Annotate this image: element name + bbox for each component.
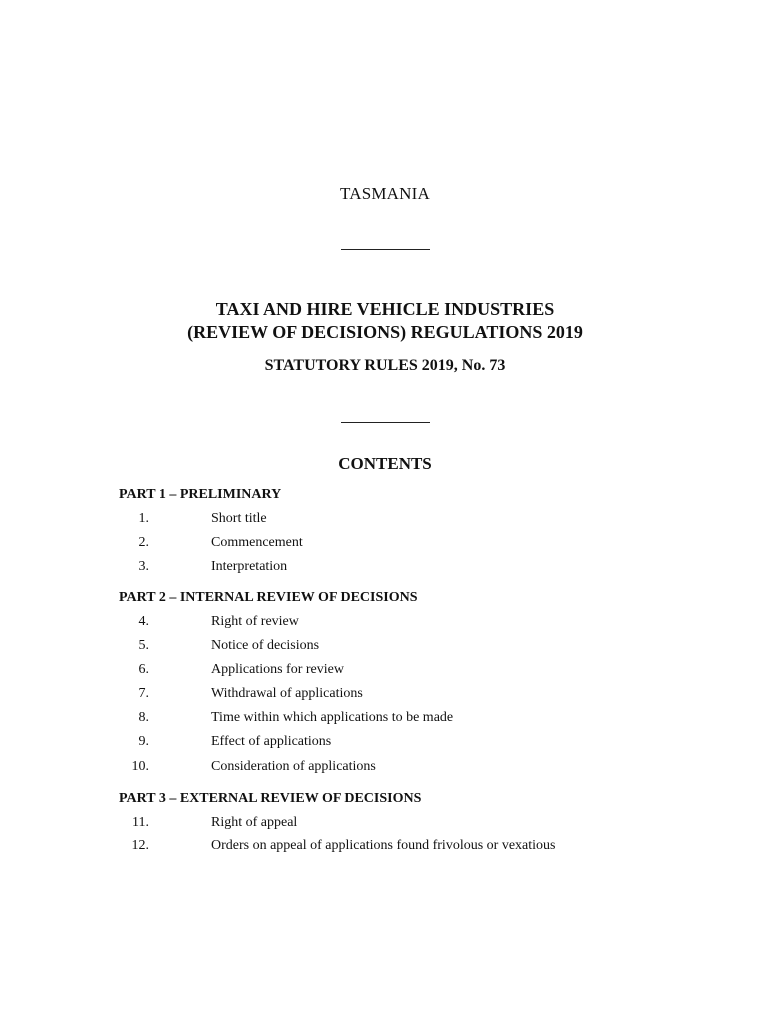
toc-entry-number: 1.	[138, 511, 149, 526]
toc-entry-label: Consideration of applications	[211, 759, 376, 774]
toc-entry-label: Right of appeal	[211, 815, 298, 830]
toc-entry[interactable]	[0, 638, 770, 658]
toc-entry-number: 4.	[138, 614, 149, 629]
toc-entry[interactable]	[0, 686, 770, 706]
toc-entry-label: Withdrawal of applications	[211, 686, 363, 701]
toc-entry-number: 12.	[131, 838, 149, 853]
regulation-title-line: (REVIEW OF DECISIONS) REGULATIONS 2019	[187, 322, 583, 342]
divider-rule	[341, 249, 430, 250]
toc-entry[interactable]	[0, 734, 770, 754]
divider-rule	[341, 422, 430, 423]
toc-entry-label: Commencement	[211, 535, 303, 550]
toc-entry-label: Notice of decisions	[211, 638, 320, 653]
toc-entry[interactable]	[0, 511, 770, 531]
toc-entry-number: 6.	[138, 662, 149, 677]
toc-entry[interactable]	[0, 815, 770, 835]
toc-entry-number: 11.	[132, 815, 149, 830]
toc-entry-number: 10.	[131, 759, 149, 774]
toc-entry-number: 2.	[138, 535, 149, 550]
jurisdiction-heading: TASMANIA	[340, 184, 430, 203]
toc-entry-label: Applications for review	[211, 662, 344, 677]
toc-entry[interactable]	[0, 710, 770, 730]
toc-entry-number: 5.	[138, 638, 149, 653]
toc-entry-number: 7.	[138, 686, 149, 701]
toc-entry[interactable]	[0, 838, 770, 858]
toc-entry-label: Orders on appeal of applications found frivolous or vexatious	[211, 838, 556, 853]
part-heading: PART 2 – INTERNAL REVIEW OF DECISIONS	[119, 590, 418, 605]
toc-entry-label: Interpretation	[211, 559, 288, 574]
contents-heading: CONTENTS	[338, 454, 432, 473]
toc-entry-label: Effect of applications	[211, 734, 332, 749]
toc-entry[interactable]	[0, 535, 770, 555]
toc-entry-number: 8.	[138, 710, 149, 725]
toc-entry-number: 9.	[138, 734, 149, 749]
toc-entry[interactable]	[0, 559, 770, 579]
regulation-title-line: TAXI AND HIRE VEHICLE INDUSTRIES	[215, 299, 555, 319]
toc-entry[interactable]	[0, 662, 770, 682]
toc-entry-number: 3.	[138, 559, 149, 574]
toc-entry[interactable]	[0, 614, 770, 634]
toc-entry[interactable]	[0, 759, 770, 779]
regulation-title	[0, 298, 770, 344]
toc-entry-label: Right of review	[211, 614, 299, 629]
statutory-rules-number: STATUTORY RULES 2019, No. 73	[264, 357, 506, 374]
part-heading: PART 3 – EXTERNAL REVIEW OF DECISIONS	[119, 791, 422, 806]
toc-entry-label: Time within which applications to be made	[211, 710, 454, 725]
part-heading: PART 1 – PRELIMINARY	[119, 487, 282, 502]
toc-entry-label: Short title	[211, 511, 267, 526]
